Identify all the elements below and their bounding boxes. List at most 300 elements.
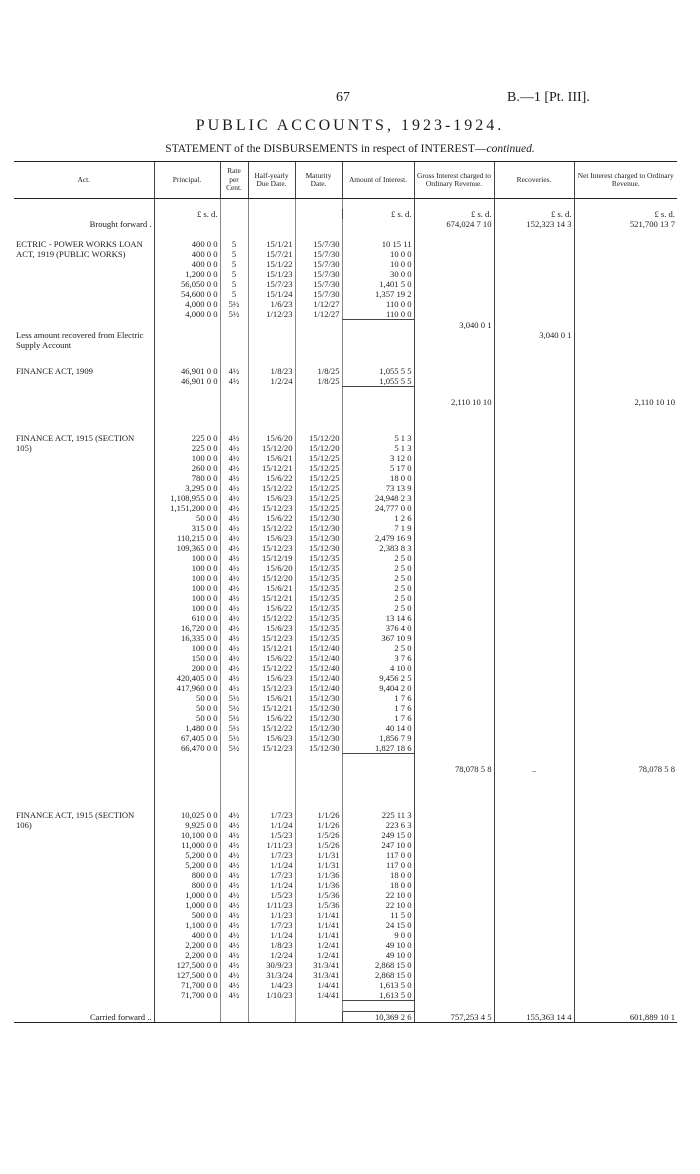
interest-amount-cell: 1 7 6 [342, 703, 414, 713]
currency-header: £ s. d. [414, 209, 494, 219]
due-date-cell: 1/12/23 [248, 309, 295, 320]
table-cell [574, 840, 677, 850]
table-cell [14, 463, 154, 473]
col-principal: Principal. [154, 162, 220, 199]
table-cell [574, 443, 677, 453]
table-row [14, 990, 677, 1001]
table-cell [574, 366, 677, 376]
table-row [14, 870, 677, 880]
table-cell [494, 356, 574, 366]
spacer-row [14, 356, 677, 366]
table-cell [14, 900, 154, 910]
table-cell [342, 330, 414, 356]
table-row [14, 613, 677, 623]
table-cell [14, 663, 154, 673]
table-cell [342, 320, 414, 331]
table-cell [414, 473, 494, 483]
table-cell [14, 800, 154, 810]
table-cell [14, 880, 154, 890]
table-cell [414, 623, 494, 633]
interest-amount-cell: 2 5 0 [342, 553, 414, 563]
table-row [14, 693, 677, 703]
table-cell [14, 563, 154, 573]
table-cell [220, 754, 248, 765]
table-cell [220, 320, 248, 331]
table-cell [494, 693, 574, 703]
maturity-cell: 1/8/25 [295, 376, 342, 387]
due-date-cell: 30/9/23 [248, 960, 295, 970]
rate-cell: 5½ [220, 733, 248, 743]
principal-cell: 100 0 0 [154, 643, 220, 653]
table-cell [14, 299, 154, 309]
table-cell [414, 880, 494, 890]
due-date-cell: 15/12/21 [248, 593, 295, 603]
table-cell [574, 493, 677, 503]
principal-cell: 67,405 0 0 [154, 733, 220, 743]
rate-cell: 4½ [220, 503, 248, 513]
table-cell [14, 850, 154, 860]
table-cell [574, 733, 677, 743]
rate-cell: 5½ [220, 743, 248, 754]
rate-cell: 4½ [220, 673, 248, 683]
due-date-cell: 1/1/24 [248, 880, 295, 890]
due-date-cell: 1/2/24 [248, 950, 295, 960]
due-date-cell: 15/6/23 [248, 533, 295, 543]
table-cell [574, 330, 677, 356]
table-cell [295, 209, 342, 219]
col-recoveries: Recoveries. [494, 162, 574, 199]
table-row [14, 279, 677, 289]
rate-cell: 4½ [220, 543, 248, 553]
table-cell [414, 1001, 494, 1012]
interest-amount-cell: 3 12 0 [342, 453, 414, 463]
maturity-cell: 15/12/35 [295, 583, 342, 593]
maturity-cell: 15/12/35 [295, 623, 342, 633]
table-cell [220, 774, 248, 800]
table-cell [414, 900, 494, 910]
table-cell [14, 673, 154, 683]
interest-amount-cell: 24 15 0 [342, 920, 414, 930]
due-date-cell: 15/1/22 [248, 259, 295, 269]
table-cell [494, 673, 574, 683]
interest-amount-cell: 110 0 0 [342, 309, 414, 320]
maturity-cell: 15/7/30 [295, 249, 342, 259]
table-cell [154, 219, 220, 229]
table-row [14, 593, 677, 603]
table-cell [414, 713, 494, 723]
interest-amount-cell: 1,357 19 2 [342, 289, 414, 299]
principal-cell: 4,000 0 0 [154, 309, 220, 320]
table-cell [494, 653, 574, 663]
table-row [14, 376, 677, 387]
principal-cell: 800 0 0 [154, 870, 220, 880]
table-row [14, 553, 677, 563]
table-cell [295, 199, 342, 210]
table-cell [574, 754, 677, 765]
table-cell [574, 970, 677, 980]
table-cell [494, 583, 574, 593]
maturity-cell: 15/12/40 [295, 663, 342, 673]
maturity-cell: 1/1/36 [295, 870, 342, 880]
rate-cell: 5½ [220, 713, 248, 723]
table-cell [14, 279, 154, 289]
interest-amount-cell: 1,055 5 5 [342, 366, 414, 376]
table-row [14, 603, 677, 613]
table-cell [574, 239, 677, 249]
table-cell [414, 376, 494, 387]
table-cell [574, 663, 677, 673]
table-cell [414, 563, 494, 573]
currency-header: £ s. d. [574, 209, 677, 219]
table-cell [494, 199, 574, 210]
table-cell [574, 259, 677, 269]
interest-amount-cell: 2 5 0 [342, 603, 414, 613]
table-cell [14, 980, 154, 990]
table-cell [494, 754, 574, 765]
less-recovered-label: Less amount recovered from Electric Supply Account [16, 330, 144, 350]
table-cell [414, 309, 494, 320]
maturity-cell: 1/1/41 [295, 910, 342, 920]
maturity-cell: 1/1/36 [295, 880, 342, 890]
rate-cell: 4½ [220, 443, 248, 453]
table-cell [14, 407, 154, 433]
table-cell [342, 397, 414, 407]
rate-cell: 4½ [220, 376, 248, 387]
table-cell [574, 940, 677, 950]
principal-cell: 50 0 0 [154, 713, 220, 723]
table-cell [494, 299, 574, 309]
due-date-cell: 1/8/23 [248, 366, 295, 376]
table-cell [342, 1001, 414, 1012]
interest-amount-cell: 22 10 0 [342, 900, 414, 910]
table-cell [220, 330, 248, 356]
table-cell [414, 990, 494, 1001]
carried-forward-net: 601,889 10 1 [574, 1012, 677, 1023]
table-cell [154, 330, 220, 356]
principal-cell: 16,335 0 0 [154, 633, 220, 643]
table-cell [494, 483, 574, 493]
due-date-cell: 15/6/22 [248, 473, 295, 483]
table-row [14, 840, 677, 850]
table-row [14, 453, 677, 463]
interest-amount-cell: 247 10 0 [342, 840, 414, 850]
maturity-cell: 15/12/40 [295, 643, 342, 653]
table-cell [14, 774, 154, 800]
interest-amount-cell: 13 14 6 [342, 613, 414, 623]
due-date-cell: 15/12/23 [248, 633, 295, 643]
rate-cell: 4½ [220, 573, 248, 583]
table-cell [494, 623, 574, 633]
table-row [14, 573, 677, 583]
table-cell [414, 613, 494, 623]
table-cell [494, 309, 574, 320]
table-cell [494, 573, 574, 583]
due-date-cell: 1/1/24 [248, 930, 295, 940]
table-cell [494, 387, 574, 398]
table-cell [494, 493, 574, 503]
principal-cell: 109,365 0 0 [154, 543, 220, 553]
table-cell [14, 289, 154, 299]
table-row [14, 950, 677, 960]
due-date-cell: 15/6/23 [248, 733, 295, 743]
maturity-cell: 1/1/31 [295, 850, 342, 860]
interest-amount-cell: 2 5 0 [342, 573, 414, 583]
interest-disbursements-table [14, 161, 677, 1023]
interest-amount-cell: 1,613 5 0 [342, 990, 414, 1001]
table-cell [494, 900, 574, 910]
interest-amount-cell: 11 5 0 [342, 910, 414, 920]
table-cell [574, 533, 677, 543]
table-cell [248, 407, 295, 433]
table-cell [494, 800, 574, 810]
col-gross: Gross Interest charged to Ordinary Revenue. [414, 162, 494, 199]
due-date-cell: 1/7/23 [248, 870, 295, 880]
interest-amount-cell: 376 4 0 [342, 623, 414, 633]
interest-amount-cell: 5 17 0 [342, 463, 414, 473]
table-cell [494, 723, 574, 733]
table-cell [494, 774, 574, 800]
table-cell [414, 453, 494, 463]
interest-amount-cell: 10 0 0 [342, 259, 414, 269]
interest-amount-cell: 7 1 9 [342, 523, 414, 533]
table-row [14, 523, 677, 533]
rate-cell: 4½ [220, 970, 248, 980]
maturity-cell: 1/5/36 [295, 900, 342, 910]
maturity-cell: 15/12/40 [295, 653, 342, 663]
brought-forward-net: 521,700 13 7 [574, 219, 677, 229]
table-cell [248, 800, 295, 810]
due-date-cell: 15/12/23 [248, 543, 295, 553]
table-cell [574, 723, 677, 733]
currency-row [14, 209, 677, 219]
rate-cell: 4½ [220, 990, 248, 1001]
table-cell [574, 199, 677, 210]
act-name: FINANCE ACT, 1915 (SECTION 105) [16, 433, 135, 453]
interest-amount-cell: 1,856 7 9 [342, 733, 414, 743]
table-cell [494, 229, 574, 239]
table-cell [494, 960, 574, 970]
interest-amount-cell: 24,948 2 3 [342, 493, 414, 503]
table-row [14, 733, 677, 743]
principal-cell: 110,215 0 0 [154, 533, 220, 543]
table-cell [14, 960, 154, 970]
finance-1915-105-total-row [14, 764, 677, 774]
table-row [14, 880, 677, 890]
table-cell [14, 713, 154, 723]
table-cell [414, 573, 494, 583]
due-date-cell: 15/6/20 [248, 563, 295, 573]
finance-1909-total-row [14, 397, 677, 407]
table-cell [414, 533, 494, 543]
interest-amount-cell: 2 5 0 [342, 643, 414, 653]
table-cell [414, 703, 494, 713]
rate-cell: 4½ [220, 483, 248, 493]
table-cell [414, 960, 494, 970]
maturity-cell: 15/12/25 [295, 463, 342, 473]
table-cell [494, 743, 574, 754]
table-cell [414, 683, 494, 693]
table-cell [574, 553, 677, 563]
rate-cell: 4½ [220, 453, 248, 463]
table-cell [14, 593, 154, 603]
document-reference: B.—1 [Pt. III]. [507, 90, 590, 105]
rate-cell: 5 [220, 259, 248, 269]
table-cell [248, 356, 295, 366]
rate-cell: 4½ [220, 633, 248, 643]
due-date-cell: 1/10/23 [248, 990, 295, 1001]
table-cell [494, 930, 574, 940]
maturity-cell: 1/1/26 [295, 810, 342, 820]
due-date-cell: 1/7/23 [248, 810, 295, 820]
table-cell [14, 199, 154, 210]
principal-cell: 127,500 0 0 [154, 960, 220, 970]
table-cell [14, 269, 154, 279]
table-cell [574, 473, 677, 483]
table-cell [414, 950, 494, 960]
due-date-cell: 15/12/21 [248, 463, 295, 473]
table-cell [414, 503, 494, 513]
due-date-cell: 15/7/23 [248, 279, 295, 289]
table-row [14, 483, 677, 493]
principal-cell: 260 0 0 [154, 463, 220, 473]
table-cell [14, 743, 154, 754]
table-cell [248, 1001, 295, 1012]
carried-forward-row [14, 1012, 677, 1023]
table-cell [574, 249, 677, 259]
table-cell [494, 890, 574, 900]
table-cell [414, 493, 494, 503]
due-date-cell: 1/1/23 [248, 910, 295, 920]
interest-amount-cell: 117 0 0 [342, 850, 414, 860]
table-row [14, 533, 677, 543]
table-cell [414, 830, 494, 840]
interest-amount-cell: 249 15 0 [342, 830, 414, 840]
rate-cell: 4½ [220, 663, 248, 673]
table-cell [14, 573, 154, 583]
table-cell [14, 930, 154, 940]
table-cell [414, 693, 494, 703]
principal-cell: 3,295 0 0 [154, 483, 220, 493]
table-cell [574, 229, 677, 239]
finance-1915-105-gross: 78,078 5 8 [414, 764, 494, 774]
table-cell [494, 289, 574, 299]
due-date-cell: 1/11/23 [248, 900, 295, 910]
table-row [14, 830, 677, 840]
due-date-cell: 15/12/23 [248, 743, 295, 754]
table-cell [414, 820, 494, 830]
maturity-cell: 15/12/30 [295, 533, 342, 543]
maturity-cell: 15/12/35 [295, 563, 342, 573]
table-cell [220, 764, 248, 774]
due-date-cell: 15/6/23 [248, 623, 295, 633]
table-cell [14, 376, 154, 387]
interest-amount-cell: 10 15 11 [342, 239, 414, 249]
rate-cell: 4½ [220, 840, 248, 850]
table-cell [574, 930, 677, 940]
rate-cell: 4½ [220, 603, 248, 613]
rate-cell: 4½ [220, 810, 248, 820]
table-cell [574, 513, 677, 523]
rate-cell: 4½ [220, 830, 248, 840]
interest-amount-cell: 367 10 9 [342, 633, 414, 643]
table-cell [494, 320, 574, 331]
table-cell [494, 443, 574, 453]
table-cell [574, 299, 677, 309]
rate-cell: 4½ [220, 366, 248, 376]
maturity-cell: 15/12/25 [295, 473, 342, 483]
table-cell [414, 407, 494, 433]
interest-amount-cell: 9,404 2 0 [342, 683, 414, 693]
act-name: ECTRIC - POWER WORKS LOAN ACT, 1919 (PUBLIC WORKS) [16, 239, 143, 259]
finance-1909-gross: 2,110 10 10 [414, 397, 494, 407]
table-cell [494, 683, 574, 693]
table-row [14, 860, 677, 870]
table-cell [574, 583, 677, 593]
table-cell [414, 433, 494, 443]
table-cell [494, 663, 574, 673]
table-cell [414, 860, 494, 870]
table-row [14, 366, 677, 376]
rate-cell: 5½ [220, 693, 248, 703]
due-date-cell: 1/5/23 [248, 830, 295, 840]
table-row [14, 583, 677, 593]
maturity-cell: 1/5/26 [295, 840, 342, 850]
col-amount: Amount of Interest. [342, 162, 414, 199]
rate-cell: 4½ [220, 900, 248, 910]
table-cell [494, 397, 574, 407]
table-row [14, 940, 677, 950]
rate-cell: 4½ [220, 920, 248, 930]
principal-cell: 2,200 0 0 [154, 940, 220, 950]
rate-cell: 4½ [220, 683, 248, 693]
table-cell [14, 633, 154, 643]
maturity-cell: 15/7/30 [295, 239, 342, 249]
table-cell [574, 503, 677, 513]
table-cell [220, 407, 248, 433]
table-cell [414, 643, 494, 653]
principal-cell: 1,000 0 0 [154, 900, 220, 910]
due-date-cell: 15/12/22 [248, 613, 295, 623]
principal-cell: 100 0 0 [154, 573, 220, 583]
table-row [14, 890, 677, 900]
table-cell [574, 800, 677, 810]
table-cell [414, 356, 494, 366]
table-cell [220, 199, 248, 210]
maturity-cell: 1/2/41 [295, 950, 342, 960]
table-cell [248, 199, 295, 210]
interest-amount-cell: 223 6 3 [342, 820, 414, 830]
table-cell [220, 387, 248, 398]
page-title: PUBLIC ACCOUNTS, 1923-1924. [195, 117, 505, 134]
due-date-cell: 15/6/22 [248, 513, 295, 523]
table-cell [154, 356, 220, 366]
maturity-cell: 15/12/30 [295, 723, 342, 733]
spacer-row [14, 387, 677, 398]
principal-cell: 400 0 0 [154, 930, 220, 940]
table-cell [248, 320, 295, 331]
principal-cell: 400 0 0 [154, 249, 220, 259]
table-row [14, 930, 677, 940]
finance-1915-105-net: 78,078 5 8 [574, 764, 677, 774]
table-cell [494, 473, 574, 483]
table-cell [494, 820, 574, 830]
principal-cell: 1,000 0 0 [154, 890, 220, 900]
table-cell [494, 703, 574, 713]
table-cell [414, 754, 494, 765]
table-cell [574, 356, 677, 366]
table-row [14, 463, 677, 473]
table-cell [574, 376, 677, 387]
